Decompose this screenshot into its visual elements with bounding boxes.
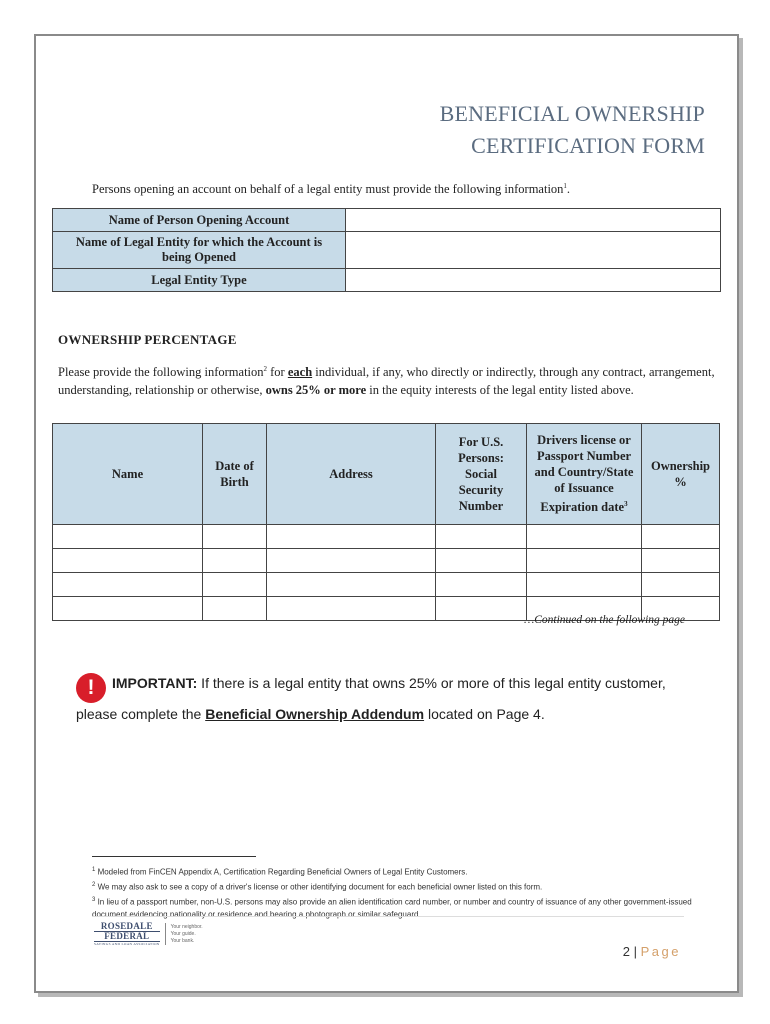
table-row: [53, 209, 721, 232]
footnote-2: $^2$ We may also ask to see a copy of a driver's license or other identifying document for each beneficial owner listed on this form.: [92, 882, 543, 892]
owner-ssn-cell[interactable]: [436, 525, 527, 549]
footnotes: [92, 864, 692, 922]
exclamation-icon: !: [76, 673, 106, 703]
entity-info-table: [52, 208, 721, 292]
col-dob: Date of Birth: [203, 424, 267, 525]
ownership-instructions: Please provide the following information$^2$ for each individual, if any, who directly or indirectly, through any contract, arrangement, understanding, relationship or otherwise, owns 25% or more in the equity interests of the legal entity listed above.: [58, 365, 715, 398]
footnote-ref-3: 3: [624, 500, 628, 509]
intro-text: Persons opening an account on behalf of a legal entity must provide the following information$^1$.: [92, 182, 571, 197]
owner-address-cell[interactable]: [267, 597, 436, 621]
owner-pct-cell[interactable]: [642, 549, 720, 573]
legal-entity-name-label: Name of Legal Entity for which the Account is being Opened: [53, 232, 346, 269]
logo-tagline: Your neighbor. Your guide. Your bank.: [170, 923, 203, 944]
ownership-table: [52, 423, 720, 621]
owner-id-cell[interactable]: [527, 573, 642, 597]
footer-divider: [92, 916, 684, 917]
owner-dob-cell[interactable]: [203, 549, 267, 573]
footnote-3: $^3$ In lieu of a passport number, non-U.S. persons may also provide an alien identification card number, or number and country of issuance of any other government-issued document evidencing nationality or residence and bearing a photograph or similar safeguard.: [92, 897, 692, 920]
col-ownership-pct: Ownership %: [642, 424, 720, 525]
table-row: [53, 573, 720, 597]
footnote-divider: [92, 856, 256, 857]
legal-entity-type-label: Legal Entity Type: [53, 269, 346, 292]
owner-id-cell[interactable]: [527, 549, 642, 573]
footnote-1: $^1$ Modeled from FinCEN Appendix A, Certification Regarding Beneficial Owners of Legal Entity Customers.: [92, 867, 468, 877]
owner-pct-cell[interactable]: [642, 525, 720, 549]
legal-entity-name-field[interactable]: [346, 232, 721, 269]
owner-name-cell[interactable]: [53, 573, 203, 597]
owner-ssn-cell[interactable]: [436, 549, 527, 573]
owner-address-cell[interactable]: [267, 573, 436, 597]
logo-divider: [165, 923, 166, 945]
important-notice: ! IMPORTANT: If there is a legal entity that owns 25% or more of this legal entity customer, please complete the Beneficial Ownership Addendum located on Page 4.: [76, 675, 666, 722]
owner-address-cell[interactable]: [267, 549, 436, 573]
owner-dob-cell[interactable]: [203, 525, 267, 549]
col-ssn: For U.S. Persons: Social Security Number: [436, 424, 527, 525]
owner-ssn-cell[interactable]: [436, 573, 527, 597]
table-row: [53, 232, 721, 269]
continued-note: …Continued on the following page: [524, 614, 685, 626]
person-opening-field[interactable]: [346, 209, 721, 232]
legal-entity-type-field[interactable]: [346, 269, 721, 292]
footnote-ref-1: 1: [563, 182, 567, 190]
document-page: [34, 34, 739, 993]
form-title-line2: CERTIFICATION FORM: [471, 133, 705, 158]
table-row: [53, 549, 720, 573]
owner-name-cell[interactable]: [53, 597, 203, 621]
col-name: Name: [53, 424, 203, 525]
footnote-ref-2: 2: [263, 365, 268, 373]
important-label: IMPORTANT:: [112, 675, 198, 691]
ownership-heading: OWNERSHIP PERCENTAGE: [58, 332, 237, 347]
form-title-line1: BENEFICIAL OWNERSHIP: [439, 101, 705, 126]
person-opening-label: Name of Person Opening Account: [53, 209, 346, 232]
owner-pct-cell[interactable]: [642, 573, 720, 597]
owner-dob-cell[interactable]: [203, 573, 267, 597]
rosedale-federal-logo: [94, 922, 203, 946]
col-address: Address: [267, 424, 436, 525]
owner-name-cell[interactable]: [53, 525, 203, 549]
form-title: [440, 98, 705, 162]
owner-ssn-cell[interactable]: [436, 597, 527, 621]
logo-wordmark: ROSEDALE FEDERAL SAVINGS AND LOAN ASSOCIATION: [94, 921, 160, 946]
addendum-link[interactable]: Beneficial Ownership Addendum: [205, 706, 425, 722]
owner-address-cell[interactable]: [267, 525, 436, 549]
table-header-row: [53, 424, 720, 525]
owner-id-cell[interactable]: [527, 525, 642, 549]
owner-name-cell[interactable]: [53, 549, 203, 573]
table-row: [53, 269, 721, 292]
col-id-document: Drivers license or Passport Number and Country/State of Issuance Expiration date$^3$: [527, 424, 642, 525]
page-number: 2 | Page: [622, 944, 681, 959]
table-row: [53, 525, 720, 549]
owner-dob-cell[interactable]: [203, 597, 267, 621]
